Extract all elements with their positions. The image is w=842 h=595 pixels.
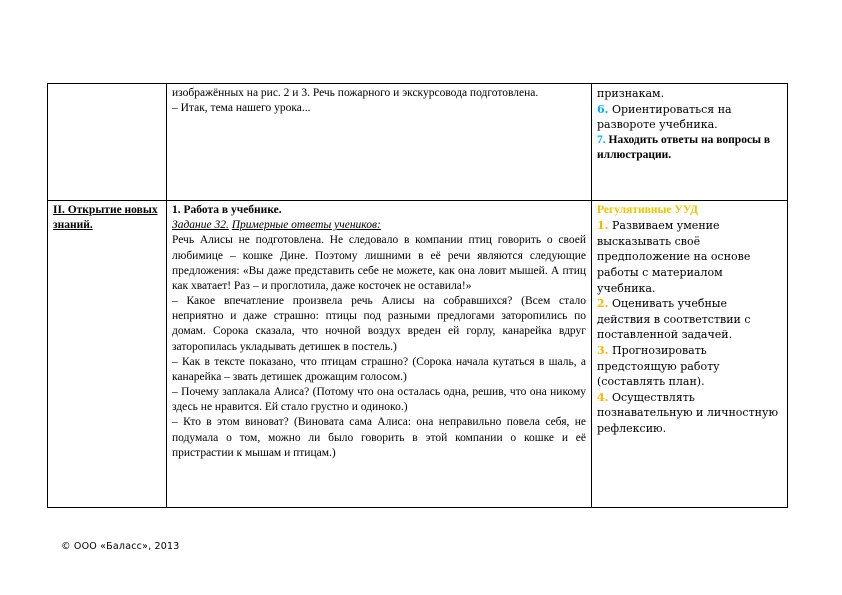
paragraph: – Итак, тема нашего урока...: [172, 102, 311, 115]
item-text: Ориентироваться на развороте учебника.: [597, 102, 732, 132]
uud-item: [597, 390, 782, 437]
task-heading: Задание 32.: [172, 219, 229, 232]
stage-cell: [48, 201, 167, 508]
table-row: [48, 84, 788, 201]
item-number: 2.: [597, 297, 609, 311]
uud-item: [597, 218, 782, 296]
item-text: Находить ответы на вопросы в иллюстрации.: [597, 133, 771, 161]
uud-item: [597, 102, 782, 133]
item-number: 7.: [597, 133, 606, 146]
item-text: Осуществлять познавательную и личностную рефлексию.: [597, 390, 779, 436]
qa-paragraph: – Почему заплакала Алиса? (Потому что она осталась одна, решив, что она никому здесь не нравится. Ей стало грустно и одиноко.): [172, 386, 586, 414]
uud-text: признакам.: [597, 87, 665, 100]
paragraph: Речь Алисы не подготовлена. Не следовало в компании птиц говорить о своей любимице – кошке Дине. Поэтому лишними в её речи являются следующие предложения: «Вы даже представить себе не можете, как она ловит мышей. А птиц как хватает! Раз – и проглотила, даже косточек не оставила!»: [172, 234, 586, 292]
qa-paragraph: – Кто в этом виноват? (Виновата сама Алиса: она неправильно повела себя, не подумала о том, можно ли было говорить в этой компании о кошке и её пристрастии к мышам и птицам.): [172, 416, 586, 459]
item-number: 6.: [597, 102, 609, 116]
uud-cell: [592, 84, 788, 201]
item-number: 4.: [597, 390, 609, 404]
stage-label: II. Открытие новых знаний.: [53, 204, 158, 232]
item-number: 1.: [597, 219, 609, 233]
table-row: [48, 201, 788, 508]
item-text: Оценивать учебные действия в соответствии с поставленной задачей.: [597, 297, 751, 342]
paragraph: изображённых на рис. 2 и 3. Речь пожарного и экскурсовода подготовлена.: [172, 87, 539, 99]
item-text: Развиваем умение высказывать своё предположение на основе работы с материалом учебника.: [597, 219, 751, 295]
copyright-footer: © ООО «Баласс», 2013: [61, 541, 180, 552]
stage-cell: [48, 84, 167, 201]
task-heading-line: [172, 218, 586, 233]
lesson-table: [47, 83, 788, 508]
uud-item: [597, 343, 782, 390]
content-cell: [167, 84, 592, 201]
uud-cell: [592, 201, 788, 508]
uud-item: [597, 296, 782, 343]
uud-item: [597, 133, 782, 163]
uud-heading: Регулятивные УУД: [597, 204, 699, 216]
item-text: Прогнозировать предстоящую работу (составлять план).: [597, 344, 720, 389]
content-cell: [167, 201, 592, 508]
qa-paragraph: – Какое впечатление произвела речь Алисы на собравшихся? (Всем стало неприятно и даже страшно: птицы под разными предлогами заторопились по домам. Сорока сказала, что ночной воздух вреден ей горлу, канарейка вдруг заторопилась укладывать детишек в постель.): [172, 295, 586, 353]
task-subheading: Примерные ответы учеников:: [231, 219, 381, 232]
work-title: 1. Работа в учебнике.: [172, 204, 282, 216]
item-number: 3.: [597, 344, 609, 358]
qa-paragraph: – Как в тексте показано, что птицам страшно? (Сорока начала кутаться в шаль, а канарейка – звать детишек дрожащим голосом.): [172, 355, 586, 383]
